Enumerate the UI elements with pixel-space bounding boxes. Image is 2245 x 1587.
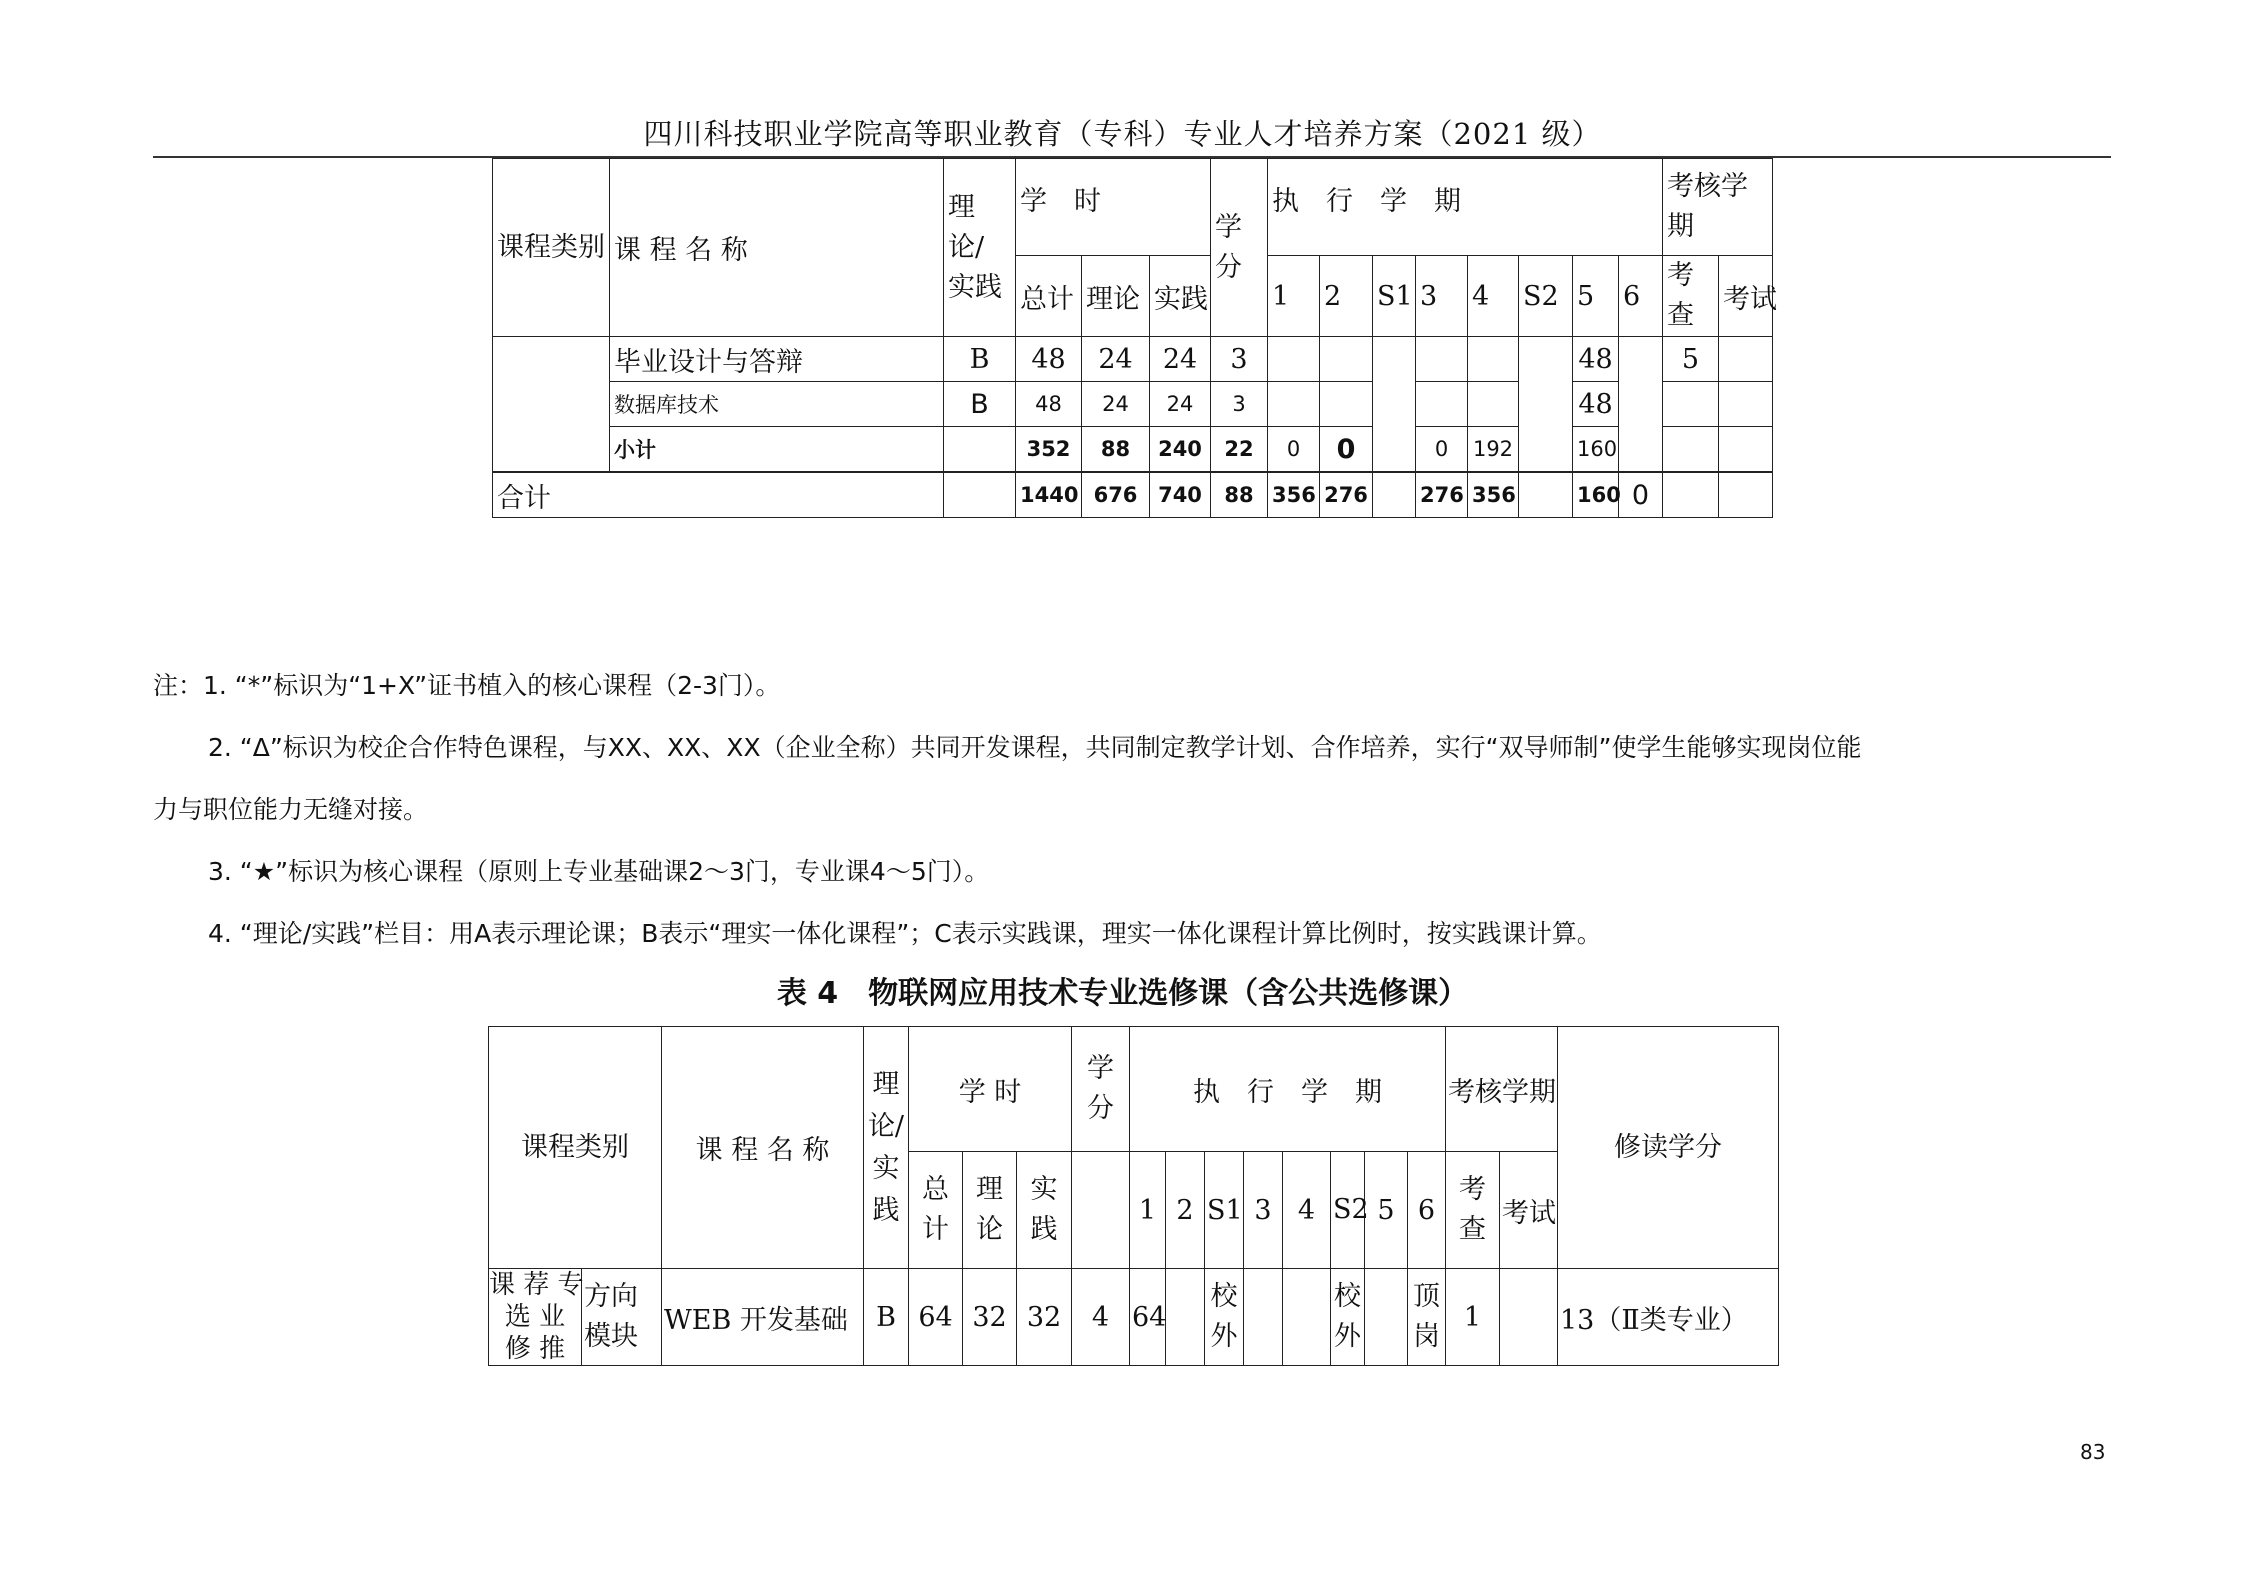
t4-head-sem: S1 bbox=[1205, 1152, 1244, 1269]
t4-cell-total: 64 bbox=[909, 1269, 963, 1366]
t3-cell-sem4: 192 bbox=[1468, 427, 1519, 473]
t3-head-sem: 6 bbox=[1619, 256, 1663, 337]
t4-head-sem: 3 bbox=[1244, 1152, 1283, 1269]
note-2-continued: 力与职位能力无缝对接。 bbox=[153, 795, 429, 824]
t3-cell-sem bbox=[1320, 337, 1373, 382]
t4-course-name: WEB 开发基础 bbox=[662, 1269, 864, 1366]
t3-cell-credit: 88 bbox=[1211, 472, 1268, 518]
t3-cell-s2 bbox=[1519, 472, 1573, 518]
t3-head-type: 理论/实践 bbox=[944, 159, 1016, 337]
t3-cell-sem bbox=[1468, 382, 1519, 427]
t3-head-exam: 考试 bbox=[1719, 256, 1773, 337]
t3-cell-sem6: 0 bbox=[1619, 472, 1663, 518]
t3-cell-sem bbox=[1416, 337, 1468, 382]
t3-head-sem: S2 bbox=[1519, 256, 1573, 337]
t3-cell-check bbox=[1663, 382, 1719, 427]
t3-cell-theory: 24 bbox=[1082, 337, 1150, 382]
t3-cell-sem5: 160 bbox=[1573, 472, 1619, 518]
t3-cell-sem6 bbox=[1619, 337, 1663, 473]
t4-head-total: 总计 bbox=[909, 1152, 963, 1269]
t3-cell-total: 1440 bbox=[1016, 472, 1082, 518]
t3-cell-sem4: 356 bbox=[1468, 472, 1519, 518]
t3-cell-practice: 24 bbox=[1150, 382, 1211, 427]
table-row bbox=[493, 427, 1773, 473]
t3-head-name: 课 程 名 称 bbox=[610, 159, 944, 337]
t3-cell-total: 352 bbox=[1016, 427, 1082, 473]
t3-cell-credit: 3 bbox=[1211, 382, 1268, 427]
t4-cell-practice: 32 bbox=[1017, 1269, 1072, 1366]
t3-cell-sem2: 276 bbox=[1320, 472, 1373, 518]
t3-head-sem: 3 bbox=[1416, 256, 1468, 337]
t3-course-type: B bbox=[944, 382, 1016, 427]
table-row bbox=[489, 1269, 1779, 1366]
t4-cell-exam bbox=[1500, 1269, 1558, 1366]
t3-cell-sem1: 356 bbox=[1268, 472, 1320, 518]
t3-course-name: 数据库技术 bbox=[610, 382, 944, 427]
t3-cell-sem1: 0 bbox=[1268, 427, 1320, 473]
t3-course-name: 毕业设计与答辩 bbox=[610, 337, 944, 382]
t3-head-assess: 考核学期 bbox=[1663, 159, 1773, 256]
t3-course-type: B bbox=[944, 337, 1016, 382]
t4-cat-line: 修 推 bbox=[504, 1334, 566, 1364]
t3-cell-sem5: 48 bbox=[1573, 337, 1619, 382]
t4-head-name: 课 程 名 称 bbox=[662, 1027, 864, 1269]
t4-cell-credit: 4 bbox=[1072, 1269, 1130, 1366]
t3-head-category: 课程类别 bbox=[493, 159, 610, 337]
t3-cell-total: 48 bbox=[1016, 337, 1082, 382]
t3-cell-credit: 22 bbox=[1211, 427, 1268, 473]
t4-cell-s1-note: 校外 bbox=[1205, 1269, 1244, 1366]
t4-head-check: 考查 bbox=[1446, 1152, 1500, 1269]
t3-head-sem: 5 bbox=[1573, 256, 1619, 337]
t4-cell-study-credit: 13（Ⅱ类专业） bbox=[1558, 1269, 1779, 1366]
t3-cell-sem5: 48 bbox=[1573, 382, 1619, 427]
t4-head-category: 课程类别 bbox=[489, 1027, 662, 1269]
course-table-3 bbox=[492, 158, 1777, 518]
t3-head-sem: S1 bbox=[1373, 256, 1416, 337]
notes-section bbox=[153, 655, 2113, 965]
t4-head-sem: S2 bbox=[1331, 1152, 1365, 1269]
t3-cell-exam bbox=[1719, 337, 1773, 382]
t4-module: 方向模块 bbox=[582, 1269, 662, 1366]
t3-cell-s1 bbox=[1373, 337, 1416, 473]
t4-head-assess: 考核学期 bbox=[1446, 1027, 1558, 1152]
t4-cell-sem6-note: 顶岗 bbox=[1408, 1269, 1446, 1366]
t4-head-credit-blank bbox=[1072, 1152, 1130, 1269]
t4-cat-line: 课 荐 专 bbox=[489, 1270, 584, 1300]
t3-total-label: 合计 bbox=[493, 472, 944, 518]
t4-cell-sem4 bbox=[1283, 1269, 1331, 1366]
t4-cell-sem3 bbox=[1244, 1269, 1283, 1366]
t4-head-study-credit: 修读学分 bbox=[1558, 1027, 1779, 1269]
t3-cell-sem2: 0 bbox=[1320, 427, 1373, 473]
t4-cell-check: 1 bbox=[1446, 1269, 1500, 1366]
t3-cell-total: 48 bbox=[1016, 382, 1082, 427]
t3-head-theory: 理论 bbox=[1082, 256, 1150, 337]
table-4-caption: 表 4 物联网应用技术专业选修课（含公共选修课） bbox=[776, 976, 1469, 1011]
table-row bbox=[493, 337, 1773, 382]
t3-cell-sem bbox=[1416, 382, 1468, 427]
t3-cell-check: 5 bbox=[1663, 337, 1719, 382]
t3-cell-check bbox=[1663, 427, 1719, 473]
t3-head-sem: 2 bbox=[1320, 256, 1373, 337]
t4-head-sem: 2 bbox=[1166, 1152, 1205, 1269]
t3-cell-sem bbox=[1268, 382, 1320, 427]
t4-head-practice: 实践 bbox=[1017, 1152, 1072, 1269]
t3-cell-s1 bbox=[1373, 472, 1416, 518]
page-number: 83 bbox=[2080, 1440, 2106, 1464]
t4-head-sem: 4 bbox=[1283, 1152, 1331, 1269]
t3-head-practice: 实践 bbox=[1150, 256, 1211, 337]
t4-head-type: 理论/实践 bbox=[864, 1027, 909, 1269]
t3-cell-exam bbox=[1719, 382, 1773, 427]
t4-cell-sem1: 64 bbox=[1130, 1269, 1166, 1366]
t3-cell-sem5: 160 bbox=[1573, 427, 1619, 473]
t4-head-credit: 学分 bbox=[1072, 1027, 1130, 1152]
t3-head-credit: 学分 bbox=[1211, 159, 1268, 337]
t4-category-vertical bbox=[489, 1269, 582, 1366]
note-3: 3. “★”标识为核心课程（原则上专业基础课2～3门，专业课4～5门）。 bbox=[208, 857, 990, 886]
note-4: 4. “理论/实践”栏目：用A表示理论课；B表示“理实一体化课程”；C表示实践课，理实一体化课程计算比例时，按实践课计算。 bbox=[208, 919, 1602, 948]
note-1: 注：1. “*”标识为“1+X”证书植入的核心课程（2-3门）。 bbox=[153, 671, 781, 700]
t3-category-cell bbox=[493, 337, 610, 473]
t4-cell-sem2 bbox=[1166, 1269, 1205, 1366]
t4-head-theory: 理论 bbox=[963, 1152, 1017, 1269]
t3-cell-sem3: 276 bbox=[1416, 472, 1468, 518]
page-header: 四川科技职业学院高等职业教育（专科）专业人才培养方案（2021 级） bbox=[643, 117, 1602, 151]
t4-head-hours: 学 时 bbox=[909, 1027, 1072, 1152]
course-table-4 bbox=[488, 1026, 1779, 1366]
t3-cell-exam bbox=[1719, 427, 1773, 473]
t4-head-sem: 1 bbox=[1130, 1152, 1166, 1269]
t3-course-type bbox=[944, 427, 1016, 473]
t4-cell-sem5 bbox=[1365, 1269, 1408, 1366]
t3-cell-theory: 676 bbox=[1082, 472, 1150, 518]
t4-cell-s2-note: 校外 bbox=[1331, 1269, 1365, 1366]
t3-head-sem: 1 bbox=[1268, 256, 1320, 337]
t3-cell-practice: 24 bbox=[1150, 337, 1211, 382]
note-2: 2. “Δ”标识为校企合作特色课程，与XX、XX、XX（企业全称）共同开发课程，共同制定教学计划、合作培养，实行“双导师制”使学生能够实现岗位能 bbox=[208, 733, 1862, 762]
t4-head-exam: 考试 bbox=[1500, 1152, 1558, 1269]
t3-cell-s2 bbox=[1519, 337, 1573, 473]
t3-cell-theory: 24 bbox=[1082, 382, 1150, 427]
t4-course-type: B bbox=[864, 1269, 909, 1366]
t3-head-hours: 学 时 bbox=[1016, 159, 1211, 256]
t4-cat-line: 选 业 bbox=[504, 1302, 566, 1332]
t4-cell-theory: 32 bbox=[963, 1269, 1017, 1366]
t3-cell-sem bbox=[1320, 382, 1373, 427]
table-row bbox=[493, 472, 1773, 518]
t3-cell-sem bbox=[1468, 337, 1519, 382]
t3-cell-practice: 740 bbox=[1150, 472, 1211, 518]
t3-cell-practice: 240 bbox=[1150, 427, 1211, 473]
t3-cell-check bbox=[1663, 472, 1719, 518]
t3-head-semester: 执 行 学 期 bbox=[1268, 159, 1663, 256]
t3-head-total: 总计 bbox=[1016, 256, 1082, 337]
t3-cell-exam bbox=[1719, 472, 1773, 518]
t3-cell-theory: 88 bbox=[1082, 427, 1150, 473]
t3-course-type bbox=[944, 472, 1016, 518]
t3-head-sem: 4 bbox=[1468, 256, 1519, 337]
t3-subtotal-label: 小计 bbox=[610, 427, 944, 473]
t4-head-sem: 5 bbox=[1365, 1152, 1408, 1269]
t3-cell-sem bbox=[1268, 337, 1320, 382]
t4-head-sem: 6 bbox=[1408, 1152, 1446, 1269]
t4-head-semester: 执 行 学 期 bbox=[1130, 1027, 1446, 1152]
t3-cell-sem3: 0 bbox=[1416, 427, 1468, 473]
t3-cell-credit: 3 bbox=[1211, 337, 1268, 382]
t3-head-check: 考查 bbox=[1663, 256, 1719, 337]
table-row bbox=[493, 382, 1773, 427]
